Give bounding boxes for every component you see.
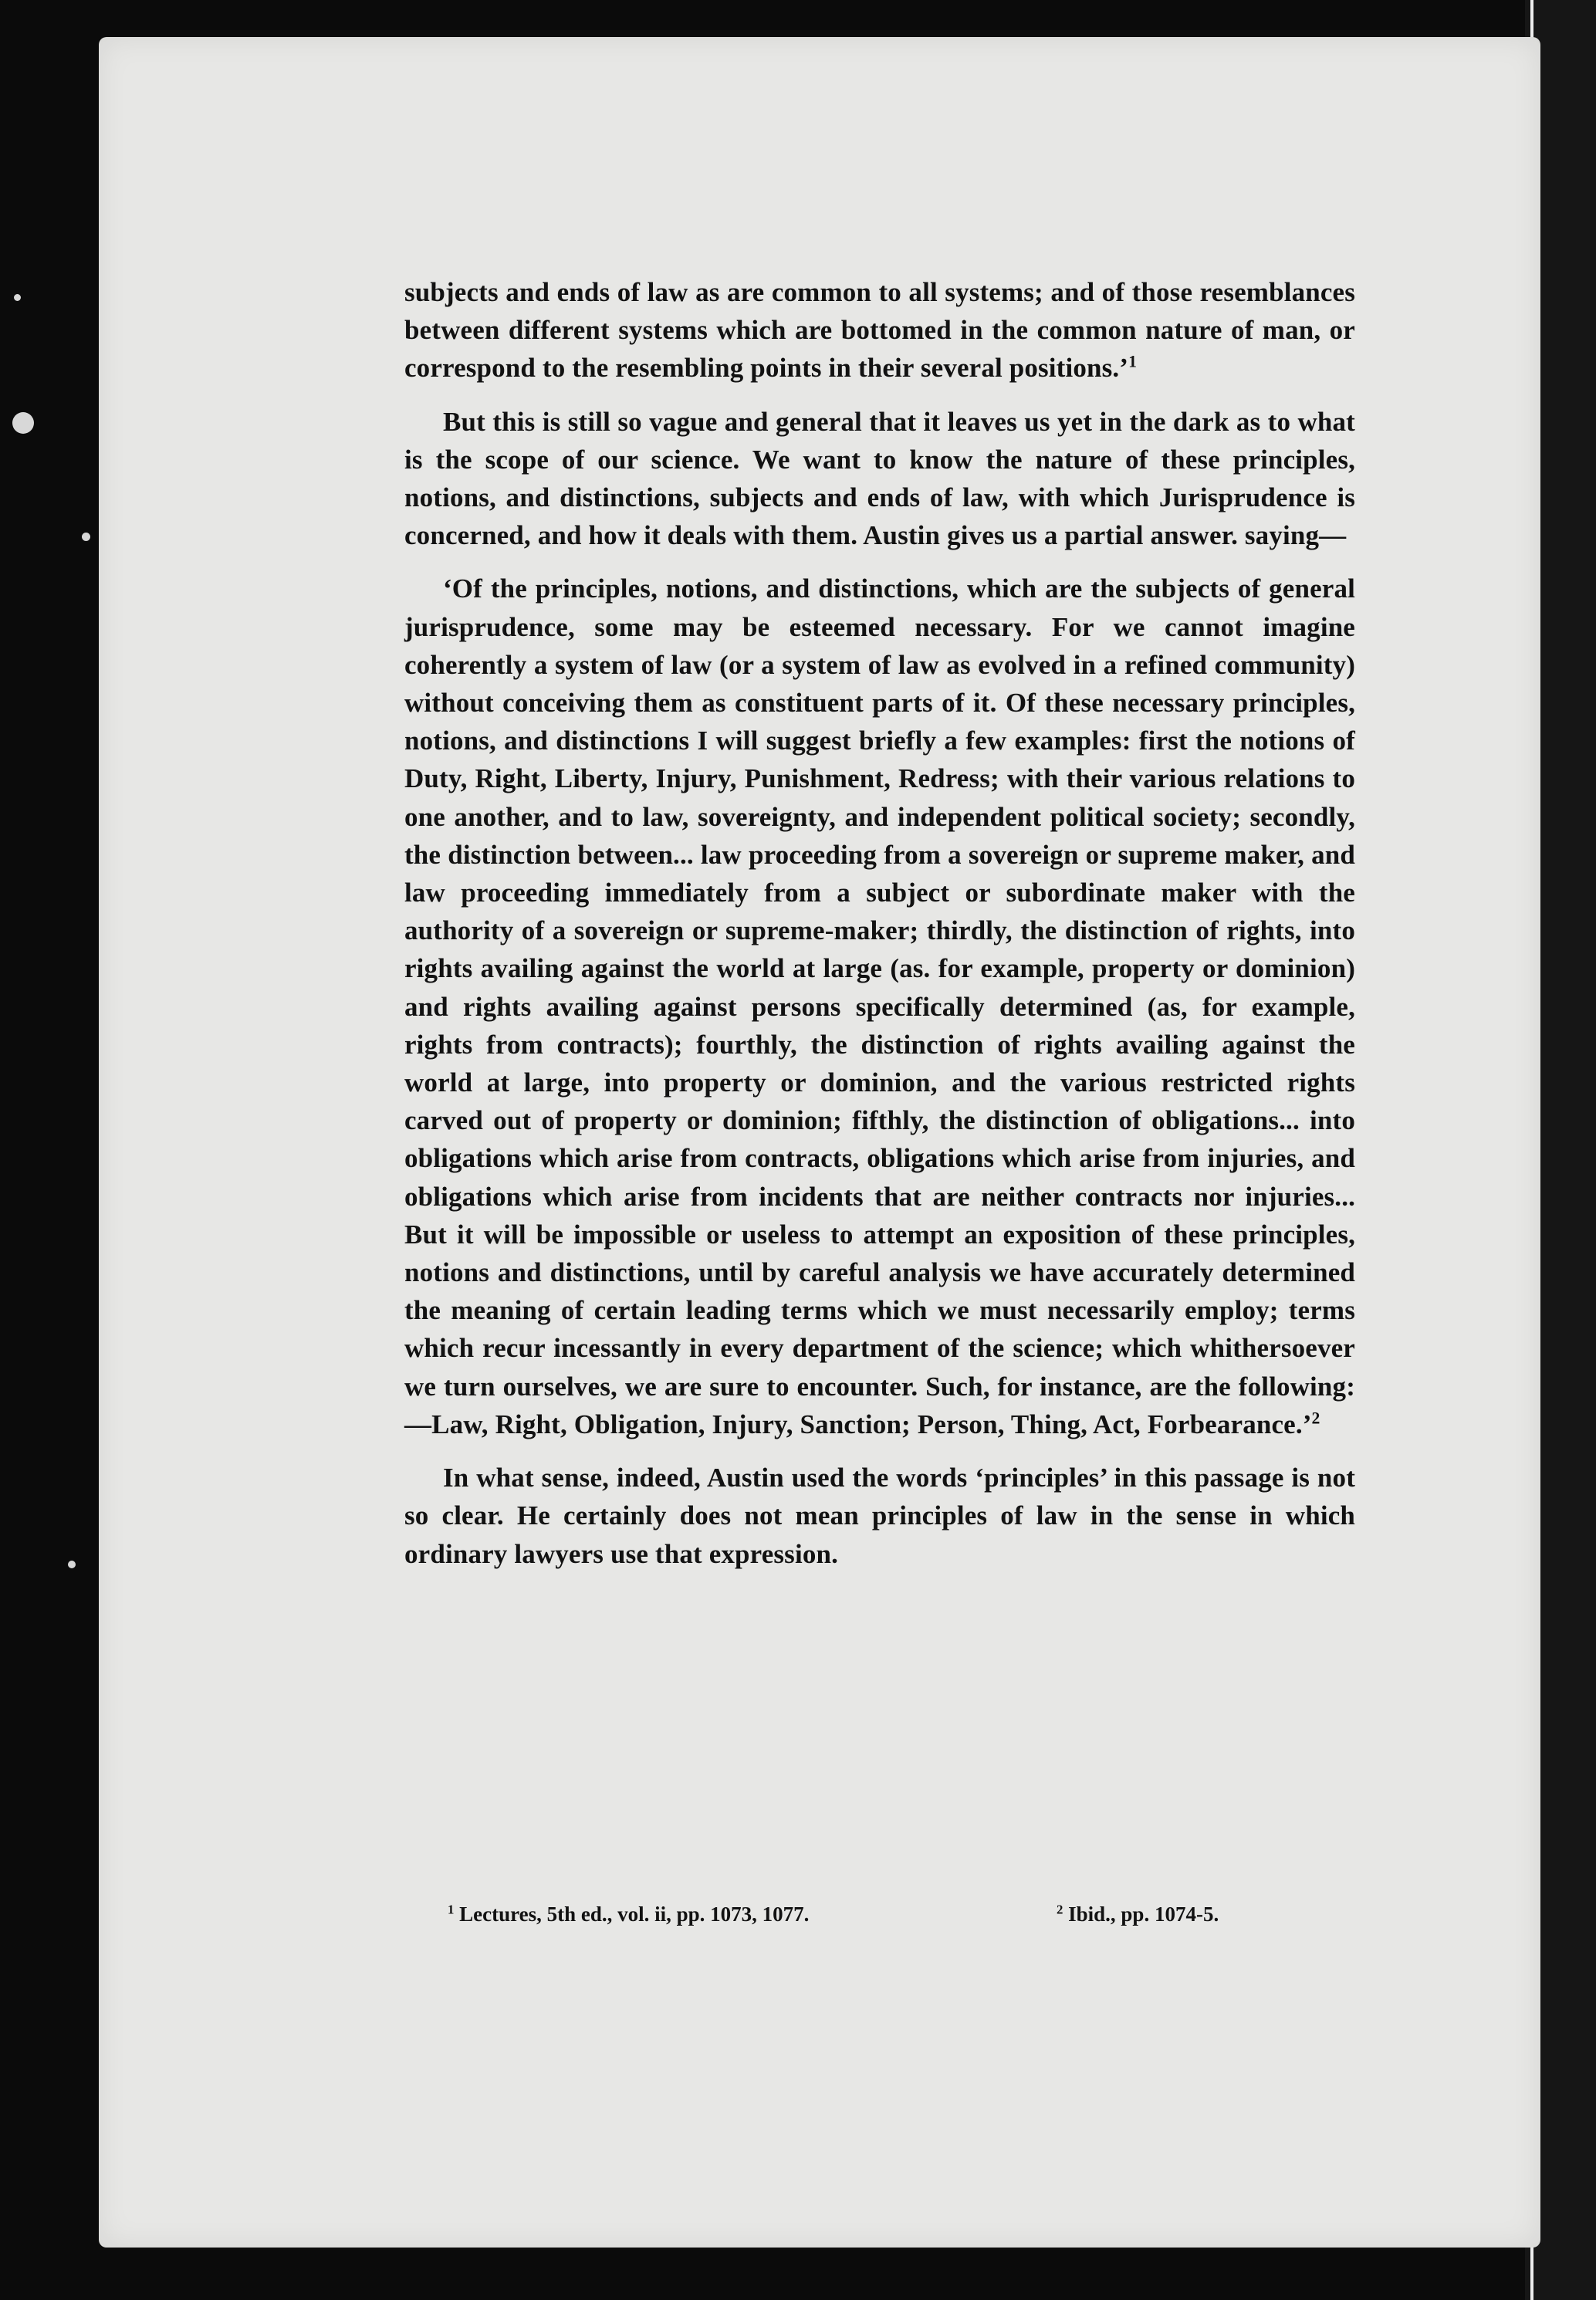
footnote-1 <box>448 1895 809 1933</box>
paragraph-2-text: But this is still so vague and general that it leaves us yet in the dark as to what is the scope of our science. We want to know the nature of these principles, notions, and distinctions, subjects and ends of law, with which Jurisprudence is concerned, and how it deals with them. Austin gives us a partial answer. saying— <box>404 406 1355 551</box>
scan-speck <box>12 412 34 434</box>
body-text <box>404 273 1355 1573</box>
paragraph-4-text: In what sense, indeed, Austin used the words ‘principles’ in this passage is not so clear. He certainly does not mean principles of law in the sense in which ordinary lawyers use that expression. <box>404 1463 1355 1569</box>
paragraph-3 <box>404 570 1355 1443</box>
footnote-2-mark: 2 <box>1057 1902 1063 1917</box>
scan-speck <box>68 1561 76 1568</box>
paragraph-3-text: ‘Of the principles, notions, and distinctions, which are the subjects of general jurisprudence, some may be esteemed necessary. For we cannot imagine coherently a system of law (or a system of law as evolved in a refined community) without conceiving them as constituent parts of it. Of these necessary principles, notions, and distinctions I will suggest briefly a few examples: first the notions of Duty, Right, Liberty, Injury, Punishment, Redress; with their various relations to one another, and to law, sovereignty, and independent political society; secondly, the distinction between... law proceeding from a sovereign or supreme maker, and law proceeding immediately from a subject or subordinate maker with the authority of a sovereign or supreme-maker; thirdly, the distinction of rights, into rights availing against the world at large (as. for example, property or dominion) and rights availing against persons specifically determined (as, for example, rights from contracts); fourthly, the distinction of rights availing against the world at large, into property or dominion, and the various restricted rights carved out of property or dominion; fifthly, the distinction of obligations... into obligations which arise from contracts, obligations which arise from injuries, and obligations which arise from incidents that are neither contracts nor injuries... But it will be impossible or useless to attempt an exposition of these principles, notions and distinctions, until by careful analysis we have accurately determined the meaning of certain leading terms which we must necessarily employ; terms which recur incessantly in every department of the science; which whithersoever we turn ourselves, we are sure to encounter. Such, for instance, are the following:—Law, Right, Obligation, Injury, Sanction; Person, Thing, Act, Forbearance.’ <box>404 573 1355 1439</box>
paragraph-2 <box>404 403 1355 555</box>
footnotes <box>404 1895 1355 1933</box>
footnote-1-mark: 1 <box>448 1902 455 1917</box>
paragraph-1 <box>404 273 1355 387</box>
footnote-2-text: Ibid., pp. 1074-5. <box>1068 1903 1219 1926</box>
paragraph-1-text: subjects and ends of law as are common to all systems; and of those resemblances between different systems which are bottomed in the common nature of man, or correspond to the resembling points in their several positions.’ <box>404 277 1355 384</box>
scan-speck <box>82 533 90 541</box>
footnote-1-text: Lectures, 5th ed., vol. ii, pp. 1073, 1077. <box>459 1903 810 1926</box>
scan-speck <box>14 294 21 301</box>
footnote-2 <box>1057 1895 1219 1933</box>
paragraph-4 <box>404 1459 1355 1573</box>
footnote-mark-2: 2 <box>1311 1409 1320 1428</box>
footnote-mark-1: 1 <box>1128 352 1138 371</box>
